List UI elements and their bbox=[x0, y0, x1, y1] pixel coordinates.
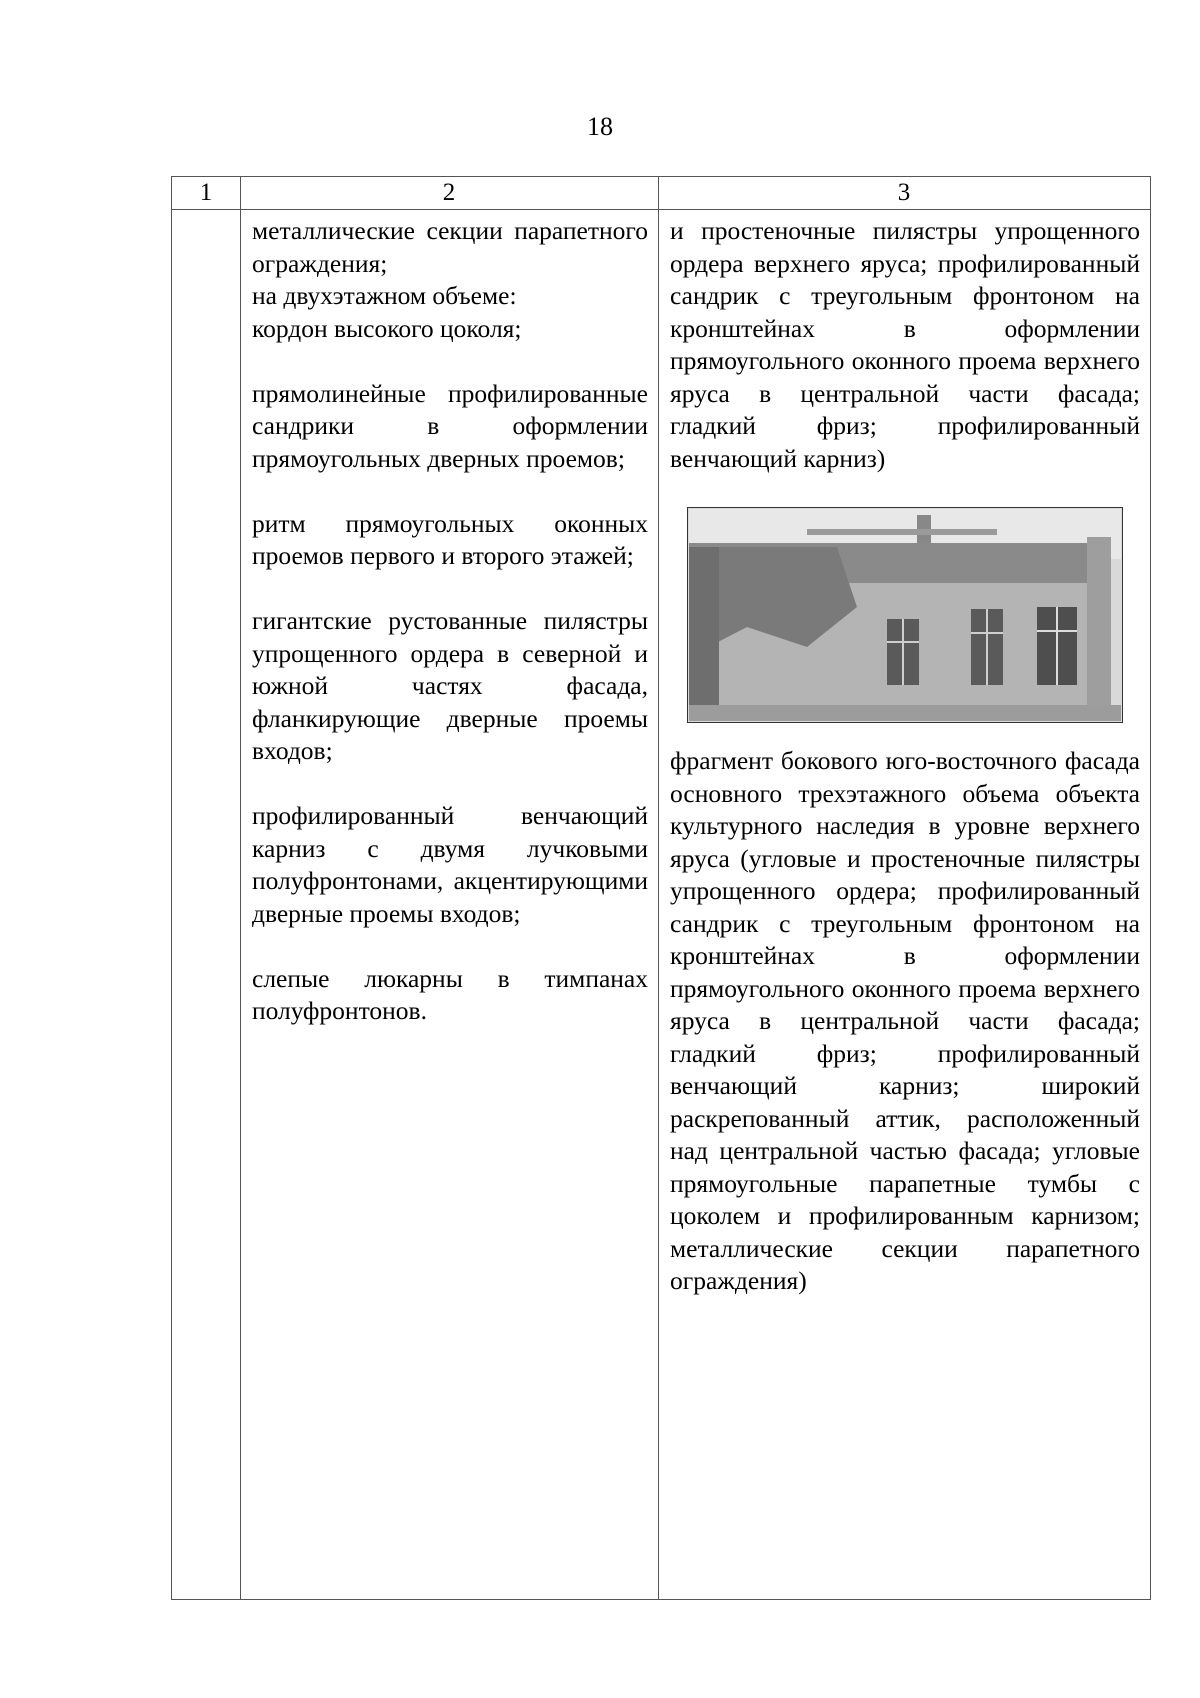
column-divider bbox=[240, 177, 241, 1599]
building-facade-photo bbox=[687, 507, 1123, 723]
col2-paragraph: прямолинейные профилированные сандрики в оформлении прямоугольных дверных проемов; bbox=[252, 378, 648, 473]
page-number: 18 bbox=[587, 112, 613, 141]
col2-paragraph: ритм прямоугольных оконных проемов первого и второго этажей; bbox=[252, 508, 648, 570]
col2-paragraph: профилированный венчающий карниз с двумя лучковыми полуфронтонами, акцентирующими дверные проемы входов; bbox=[252, 801, 648, 928]
col2-paragraph: кордон высокого цоколя; bbox=[252, 313, 522, 343]
column-3-text bbox=[670, 215, 1140, 1298]
column-divider bbox=[658, 177, 659, 1599]
header-col-2: 2 bbox=[442, 179, 456, 206]
col2-paragraph: слепые люкарны в тимпанах полуфронтонов. bbox=[252, 963, 648, 1025]
table bbox=[171, 176, 1151, 1600]
col3-top-paragraph: и простеночные пилястры упрощенного ордера верхнего яруса; профилированный сандрик с треугольным фронтоном на кронштейнах в оформлении прямоугольного оконного проема верхнего яруса в центральной части фасада; гладкий фриз; профилированный венчающий карниз) bbox=[670, 216, 1140, 473]
col3-bottom-paragraph: фрагмент бокового юго-восточного фасада основного трехэтажного объема объекта культурного наследия в уровне верхнего яруса (угловые и простеночные пилястры упрощенного ордера; профилированный сандрик с треугольным фронтоном на кронштейнах в оформлении прямоугольного оконного проема верхнего яруса в центральной части фасада; гладкий фриз; профилированный венчающий карниз; широкий раскрепованный аттик, расположенный над центральной частью фасада; угловые прямоугольные парапетные тумбы с цоколем и профилированным карнизом; металлические секции парапетного ограждения) bbox=[670, 746, 1140, 1295]
header-col-1: 1 bbox=[199, 179, 213, 206]
col2-paragraph: гигантские рустованные пилястры упрощенного ордера в северной и южной частях фасада, фланкирующие дверные проемы входов; bbox=[252, 606, 648, 765]
col2-paragraph: металлические секции парапетного ограждения; bbox=[252, 216, 648, 278]
column-2-text bbox=[252, 215, 648, 1028]
header-col-3: 3 bbox=[897, 179, 911, 206]
col2-paragraph: на двухэтажном объеме: bbox=[252, 281, 517, 310]
header-divider bbox=[172, 209, 1150, 210]
